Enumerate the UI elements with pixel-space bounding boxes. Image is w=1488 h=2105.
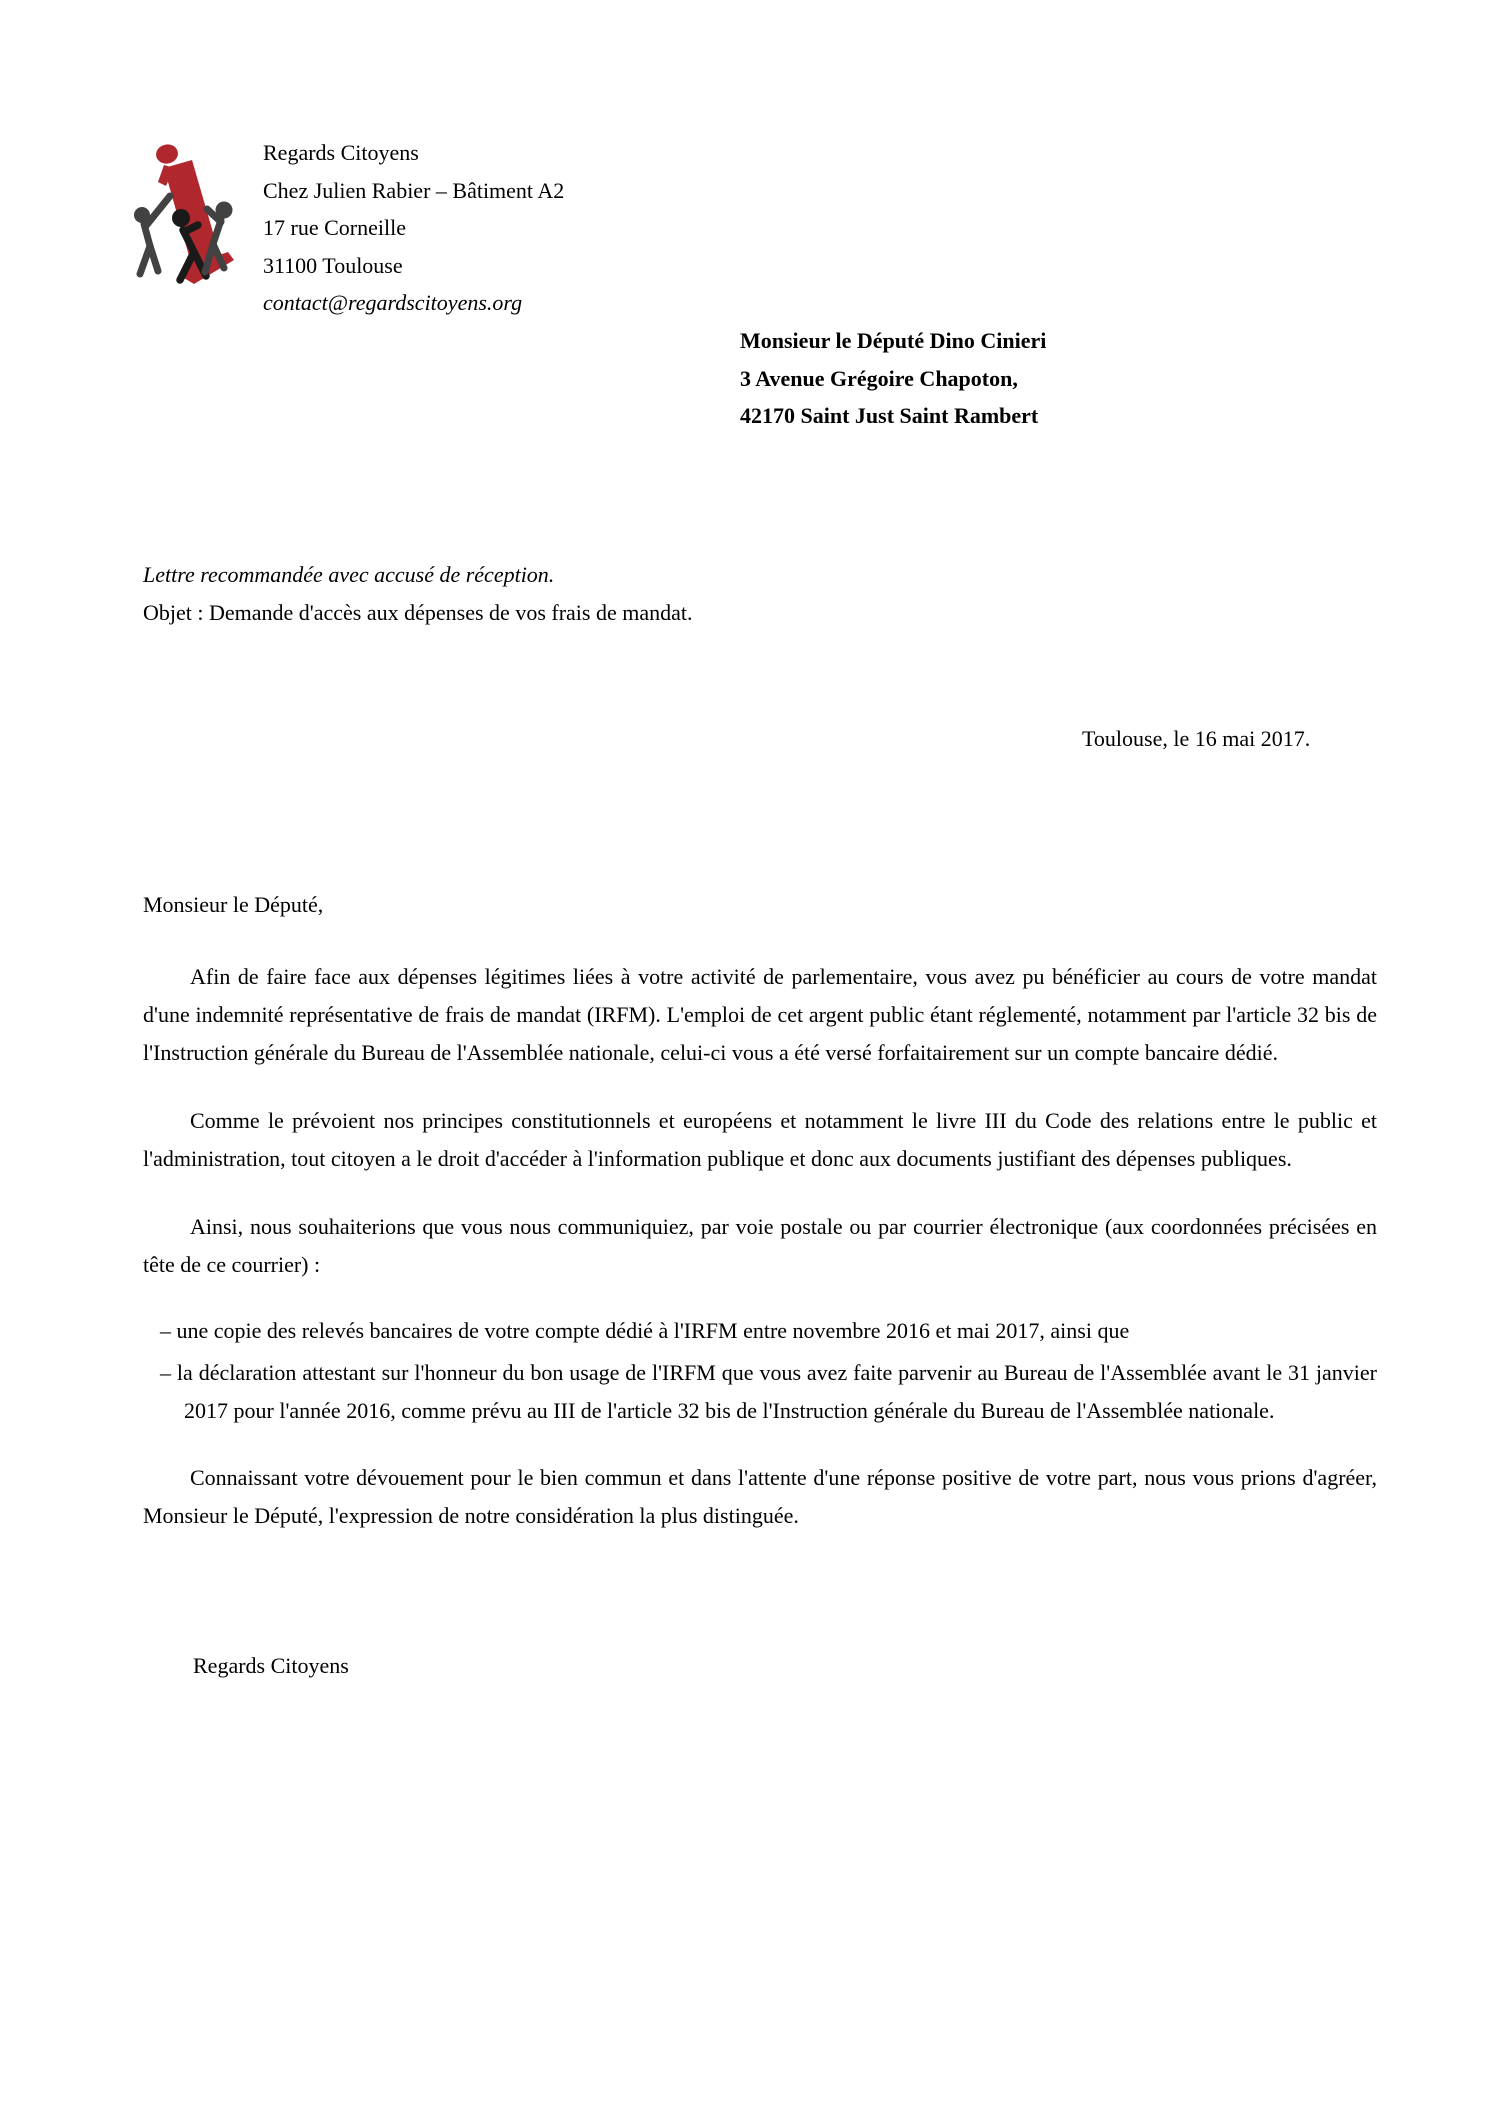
recipient-name: Monsieur le Député Dino Cinieri (740, 328, 1047, 353)
sender-street: 17 rue Corneille (263, 215, 406, 241)
body-paragraph-1: Afin de faire face aux dépenses légitimes liées à votre activité de parlementaire, vous avez pu bénéficier au cours de votre mandat d'une indemnité représentative de frais de mandat (IRFM). L'emploi de cet argent public étant réglementé, notamment par l'article 32 bis de l'Instruction générale du Bureau de l'Assemblée nationale, celui-ci vous a été versé forfaitairement sur un compte bancaire dédié. (143, 964, 1377, 1065)
request-list (143, 1312, 1377, 1430)
sender-address-block (263, 134, 564, 322)
date-line: Toulouse, le 16 mai 2017. (1082, 726, 1311, 751)
sender-city: 31100 Toulouse (263, 252, 403, 278)
recipient-city: 42170 Saint Just Saint Rambert (740, 403, 1039, 429)
sender-email: contact@regardscitoyens.org (263, 290, 523, 316)
dash-marker: – (160, 1360, 171, 1385)
notice-block (143, 556, 692, 632)
logo-figure-left (134, 196, 170, 274)
salutation: Monsieur le Député, (143, 892, 324, 917)
body-paragraph-3: Ainsi, nous souhaiterions que vous nous communiquiez, par voie postale ou par courrier électronique (aux coordonnées précisées en tête de ce courrier) : (143, 1214, 1377, 1277)
letter-body (143, 886, 1377, 1685)
regards-citoyens-logo-icon (128, 138, 240, 288)
signature: Regards Citoyens (193, 1653, 349, 1678)
sender-address-line: Chez Julien Rabier – Bâtiment A2 (263, 177, 565, 203)
body-paragraph-2: Comme le prévoient nos principes constitutionnels et européens et notamment le livre III du Code des relations entre le public et l'administration, tout citoyen a le droit d'accéder à l'information publique et donc aux documents justifiant des dépenses publiques. (143, 1108, 1377, 1171)
subject-line: Objet : Demande d'accès aux dépenses de vos frais de mandat. (143, 599, 693, 625)
dash-marker: – (160, 1318, 171, 1343)
closing-paragraph: Connaissant votre dévouement pour le bien commun et dans l'attente d'une réponse positive de votre part, nous vous prions d'agréer, Monsieur le Député, l'expression de notre considération la plus distinguée. (143, 1465, 1377, 1528)
list-item-text: une copie des relevés bancaires de votre compte dédié à l'IRFM entre novembre 2016 et mai 2017, ainsi que (176, 1318, 1130, 1343)
registered-mail-notice: Lettre recommandée avec accusé de réception. (143, 562, 555, 587)
list-item-text: la déclaration attestant sur l'honneur du bon usage de l'IRFM que vous avez faite parvenir au Bureau de l'Assemblée avant le 31 janvier 2017 pour l'année 2016, comme prévu au III de l'article 32 bis de l'Instruction générale du Bureau de l'Assemblée nationale. (176, 1360, 1377, 1423)
sender-name: Regards Citoyens (263, 140, 419, 165)
list-item (143, 1354, 1377, 1430)
recipient-address-block (740, 322, 1046, 435)
list-item (143, 1312, 1377, 1350)
recipient-street: 3 Avenue Grégoire Chapoton, (740, 365, 1018, 391)
